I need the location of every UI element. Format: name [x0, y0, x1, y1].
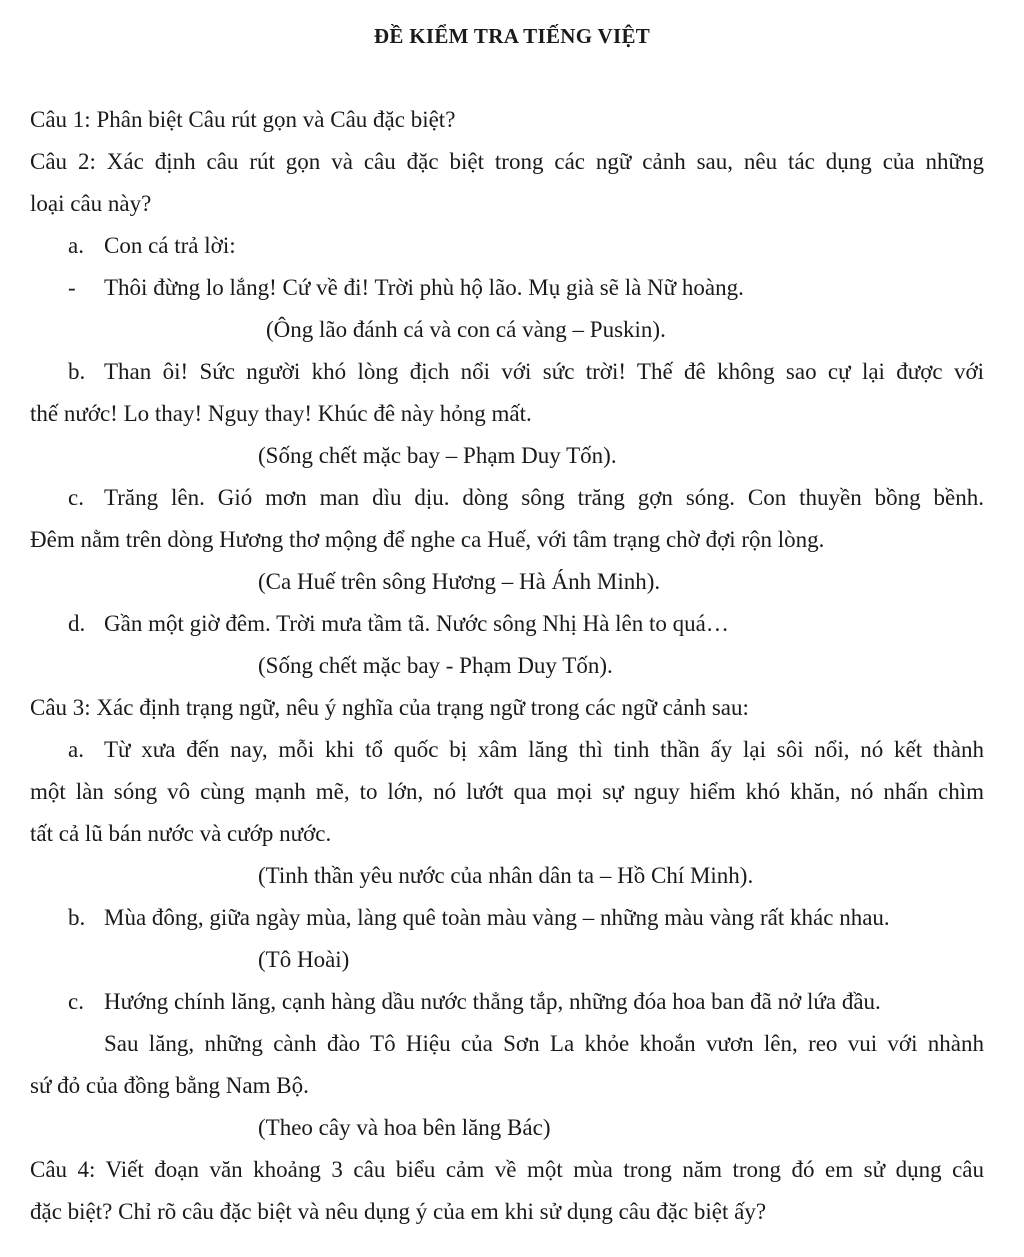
q3-item-a-marker: a.	[68, 737, 84, 762]
page-title: ĐỀ KIỂM TRA TIẾNG VIỆT	[373, 24, 651, 48]
q2-item-a-marker: a.	[68, 233, 84, 258]
q3-item-b-text: Mùa đông, giữa ngày mùa, làng quê toàn màu vàng – những màu vàng rất khác nhau.	[104, 905, 890, 930]
q3-item-a-line-3: tất cả lũ bán nước và cướp nước.	[30, 821, 332, 846]
question-3-line-1: Câu 3: Xác định trạng ngữ, nêu ý nghĩa của trạng ngữ trong các ngữ cảnh sau:	[30, 695, 749, 720]
q3-item-b-source: (Tô Hoài)	[258, 947, 350, 972]
q3-item-a-source: (Tinh thần yêu nước của nhân dân ta – Hồ Chí Minh).	[258, 863, 754, 888]
question-4-line-2: đặc biệt? Chỉ rõ câu đặc biệt và nêu dụng ý của em khi sử dụng câu đặc biệt ấy?	[30, 1199, 767, 1224]
q2-item-b-marker: b.	[68, 359, 86, 384]
q2-item-c-line-1	[68, 484, 984, 512]
q2-item-c-line-2: Đêm nằm trên dòng Hương thơ mộng để nghe ca Huế, với tâm trạng chờ đợi rộn lòng.	[30, 527, 825, 552]
q3-item-c-line-3: sứ đỏ của đồng bằng Nam Bộ.	[30, 1073, 309, 1098]
q3-item-c-source: (Theo cây và hoa bên lăng Bác)	[258, 1115, 551, 1140]
q2-item-b-text: Than ôi! Sức người khó lòng địch nổi với sức trời! Thế đê không sao cự lại được với	[104, 359, 984, 384]
q3-item-a-line-2: một làn sóng vô cùng mạnh mẽ, to lớn, nó lướt qua mọi sự nguy hiểm khó khăn, nó nhấn chìm	[30, 779, 984, 804]
q2-item-a-quote-text: Thôi đừng lo lắng! Cứ về đi! Trời phù hộ lão. Mụ già sẽ là Nữ hoàng.	[104, 275, 744, 300]
question-2-line-1: Câu 2: Xác định câu rút gọn và câu đặc biệt trong các ngữ cảnh sau, nêu tác dụng của những	[30, 149, 984, 174]
q2-item-d-marker: d.	[68, 611, 86, 636]
q2-item-c-source: (Ca Huế trên sông Hương – Hà Ánh Minh).	[258, 569, 661, 594]
q3-item-c-marker: c.	[68, 989, 84, 1014]
q3-item-a-text: Từ xưa đến nay, mỗi khi tổ quốc bị xâm lăng thì tinh thần ấy lại sôi nổi, nó kết thành	[104, 737, 984, 762]
q2-item-a-dash: -	[68, 275, 76, 300]
q3-item-c-text: Hướng chính lăng, cạnh hàng dầu nước thẳng tắp, những đóa hoa ban đã nở lứa đầu.	[104, 989, 881, 1014]
q2-item-a-quote	[68, 274, 744, 302]
q3-item-c-line-1	[68, 988, 881, 1016]
question-4-line-1: Câu 4: Viết đoạn văn khoảng 3 câu biểu cảm về một mùa trong năm trong đó em sử dụng câu	[30, 1157, 984, 1182]
q3-item-a-line-1	[68, 736, 984, 764]
q2-item-c-text: Trăng lên. Gió mơn man dìu dịu. dòng sông trăng gợn sóng. Con thuyền bồng bềnh.	[104, 485, 984, 510]
q3-item-b	[68, 904, 890, 932]
question-2-line-2: loại câu này?	[30, 191, 152, 216]
q3-item-b-marker: b.	[68, 905, 86, 930]
q2-item-d-text: Gần một giờ đêm. Trời mưa tầm tã. Nước sông Nhị Hà lên to quá…	[104, 611, 729, 636]
q2-item-b-source: (Sống chết mặc bay – Phạm Duy Tốn).	[258, 443, 617, 468]
q2-item-b-line-2: thế nước! Lo thay! Nguy thay! Khúc đê này hỏng mất.	[30, 401, 532, 426]
q2-item-b-line-1	[68, 358, 984, 386]
question-1: Câu 1: Phân biệt Câu rút gọn và Câu đặc biệt?	[30, 107, 456, 132]
q2-item-a	[68, 232, 236, 260]
q2-item-d	[68, 610, 729, 638]
q2-item-d-source: (Sống chết mặc bay - Phạm Duy Tốn).	[258, 653, 613, 678]
q3-item-c-line-2: Sau lăng, những cành đào Tô Hiệu của Sơn La khỏe khoắn vươn lên, reo vui với nhành	[104, 1031, 984, 1056]
q2-item-c-marker: c.	[68, 485, 84, 510]
q2-item-a-source: (Ông lão đánh cá và con cá vàng – Puskin).	[266, 317, 666, 342]
q2-item-a-text: Con cá trả lời:	[104, 233, 236, 258]
